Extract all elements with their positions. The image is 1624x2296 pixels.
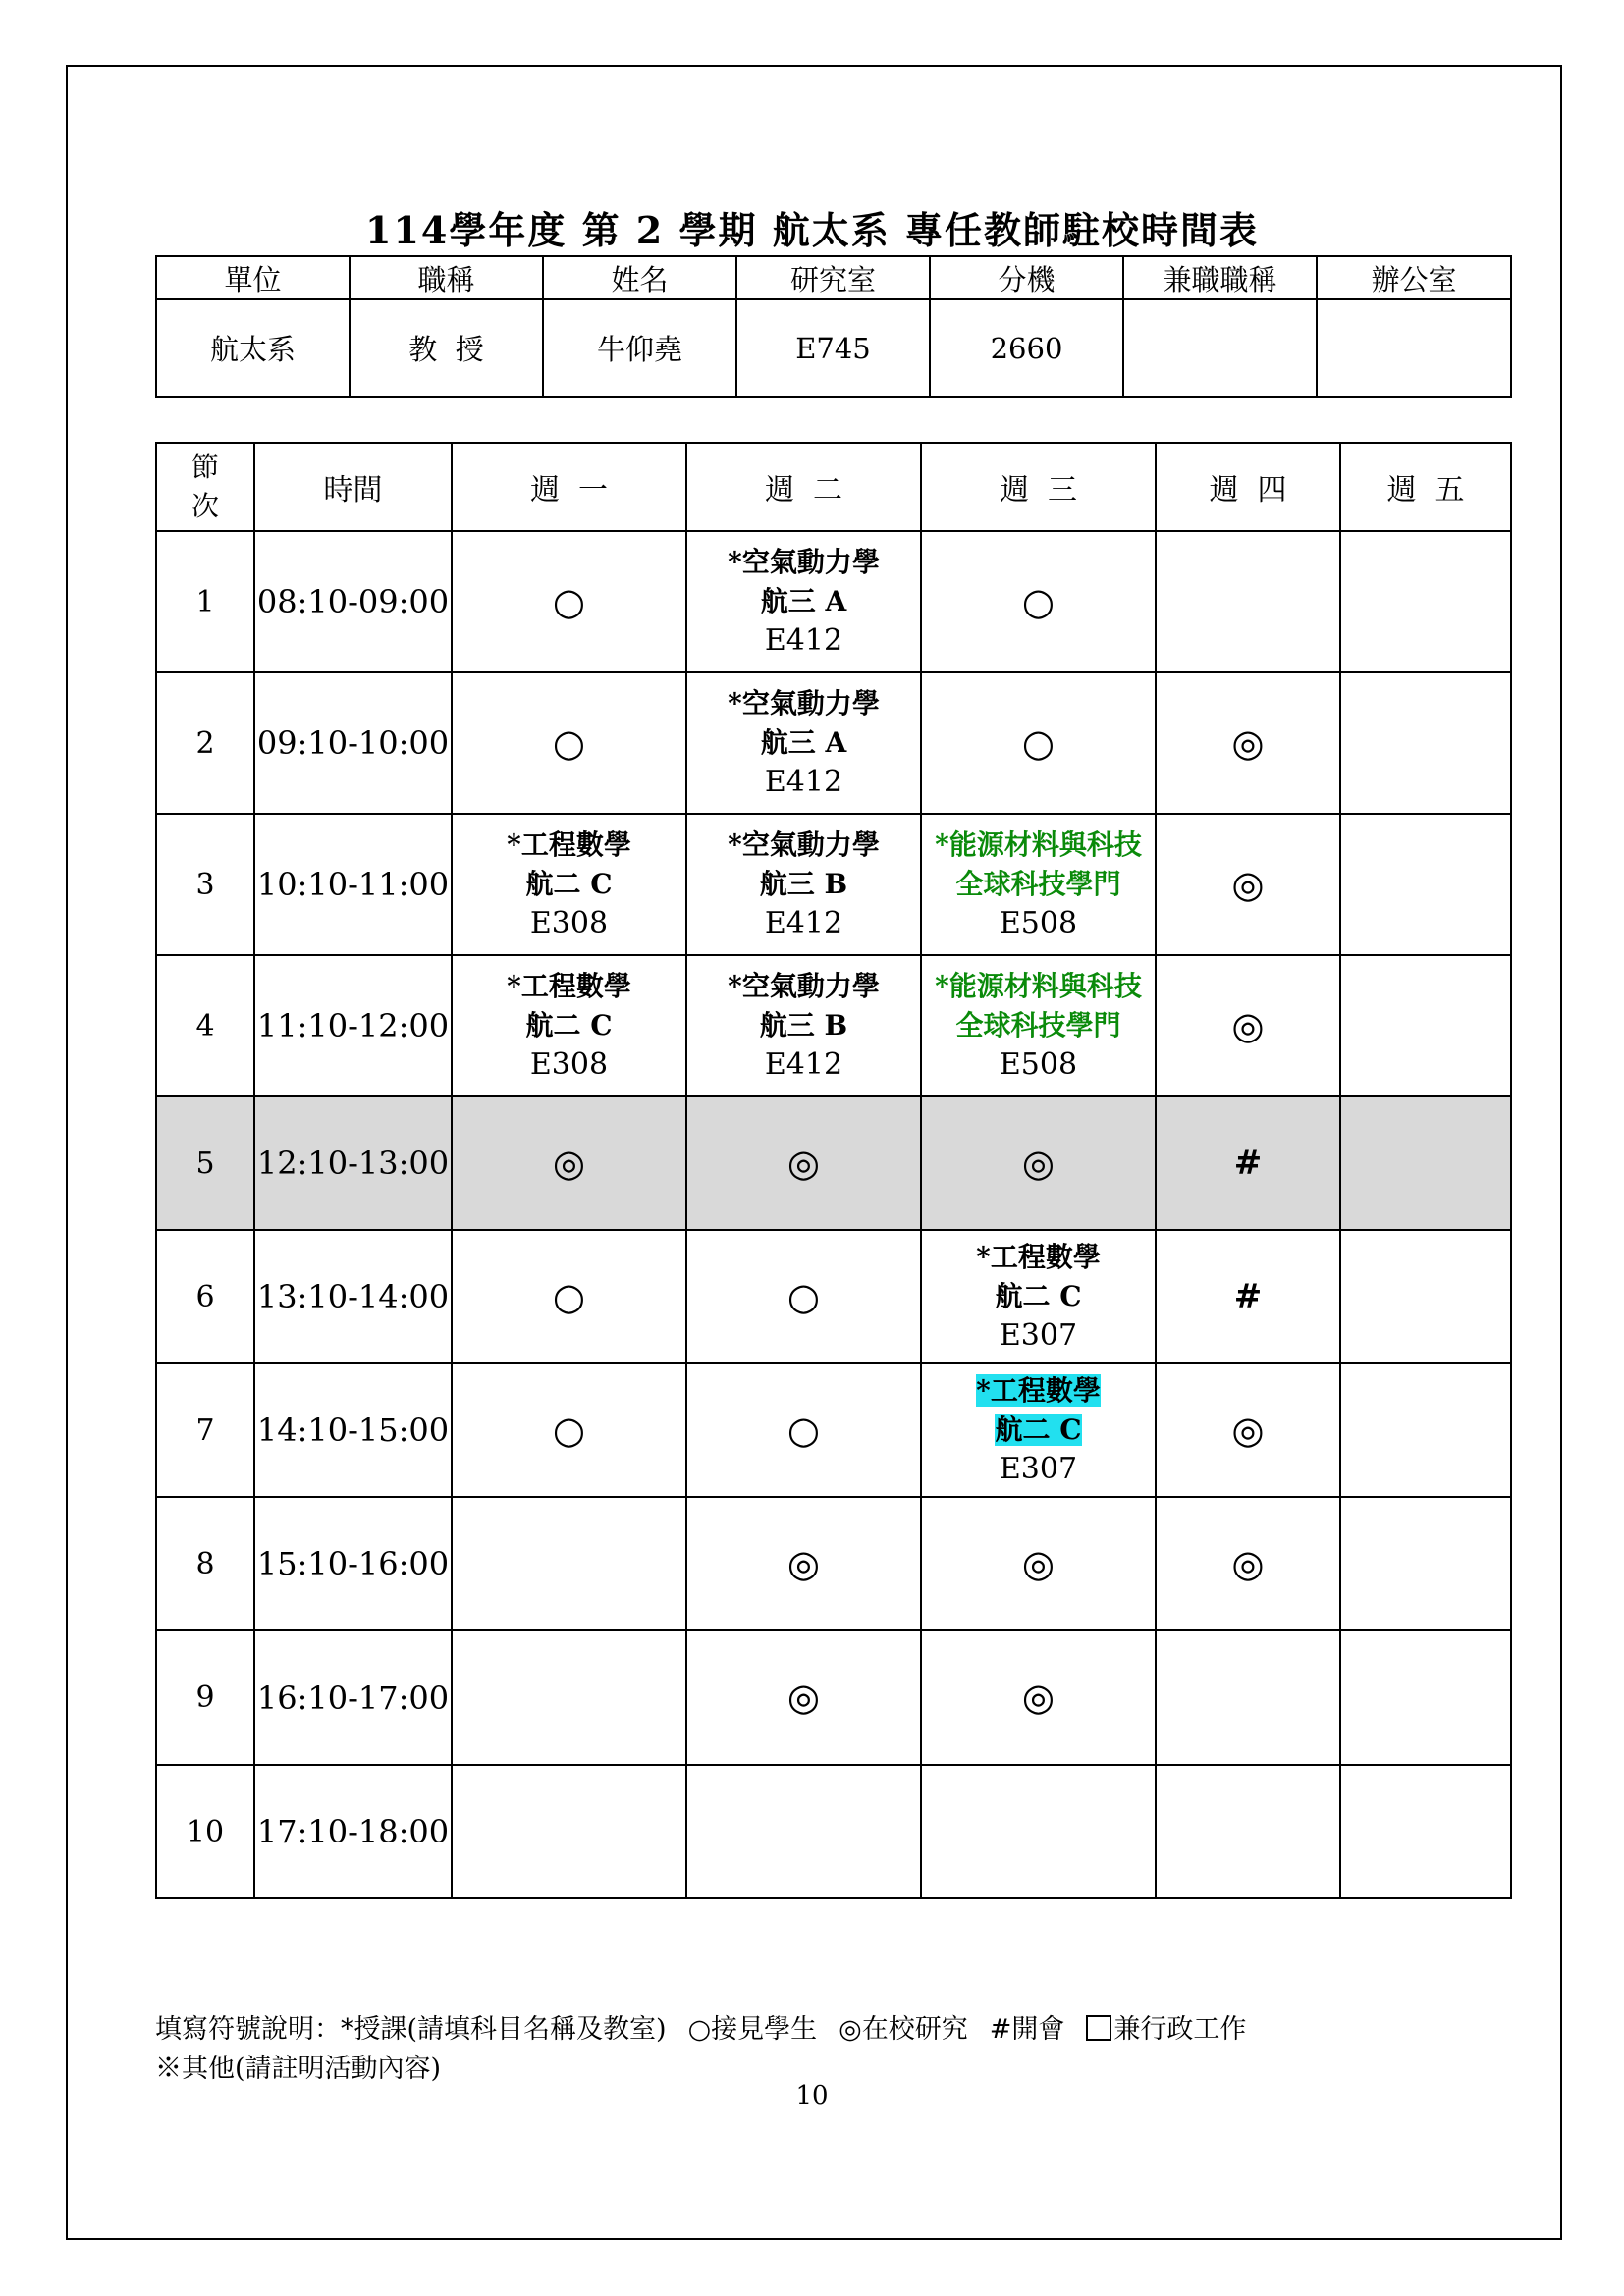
day-header-thu: 週 四 (1156, 443, 1340, 531)
double-circle-mark: ◎ (786, 1541, 821, 1585)
cell-mon-7 (452, 1363, 686, 1497)
hash-mark: # (1233, 1277, 1263, 1316)
course-class-highlighted: 航二 C (995, 1414, 1082, 1446)
course-entry (922, 1238, 1155, 1356)
info-concurrent-title-value (1123, 299, 1317, 397)
info-header-title: 職稱 (350, 256, 543, 299)
cell-mon-6 (452, 1230, 686, 1363)
period-number: 2 (156, 672, 254, 814)
double-circle-mark: ◎ (1231, 721, 1265, 765)
cell-tue-10 (686, 1765, 921, 1898)
cell-wed-10 (921, 1765, 1156, 1898)
cell-thu-10 (1156, 1765, 1340, 1898)
course-class: 航三 B (759, 1009, 848, 1041)
cell-fri-5 (1340, 1096, 1511, 1230)
page-title: 114學年度 第 2 學期 航太系 專任教師駐校時間表 (365, 208, 1259, 252)
time-slot: 12:10-13:00 (254, 1096, 452, 1230)
course-class: 航二 C (525, 868, 613, 900)
course-class: 航三 A (760, 585, 847, 617)
course-entry (687, 826, 920, 943)
legend-admin: 兼行政工作 (1113, 2014, 1247, 2045)
cell-tue-3 (686, 814, 921, 955)
double-circle-mark: ◎ (1021, 1541, 1056, 1585)
cell-wed-3 (921, 814, 1156, 955)
schedule-row-1 (156, 531, 1511, 672)
course-room: E508 (999, 906, 1078, 940)
time-slot: 14:10-15:00 (254, 1363, 452, 1497)
course-name: *工程數學 (507, 970, 631, 1002)
cell-wed-4 (921, 955, 1156, 1096)
info-office-value (1317, 299, 1511, 397)
course-room: E307 (999, 1318, 1078, 1353)
info-header-name: 姓名 (543, 256, 736, 299)
schedule-row-9 (156, 1630, 1511, 1765)
course-entry (453, 967, 685, 1085)
course-name: *能源材料與科技 (935, 828, 1142, 861)
info-lab-value: E745 (736, 299, 930, 397)
schedule-row-6 (156, 1230, 1511, 1363)
checkbox-icon (1086, 2015, 1111, 2041)
info-name-value: 牛仰堯 (543, 299, 736, 397)
course-name: *空氣動力學 (728, 687, 880, 720)
schedule-header-row (156, 443, 1511, 531)
course-class: 航二 C (995, 1280, 1082, 1312)
day-header-wed: 週 三 (921, 443, 1156, 531)
course-name: *空氣動力學 (728, 970, 880, 1002)
schedule-table (155, 442, 1512, 1899)
course-class: 全球科技學門 (955, 1009, 1121, 1041)
period-number: 7 (156, 1363, 254, 1497)
period-number: 4 (156, 955, 254, 1096)
period-number: 1 (156, 531, 254, 672)
cell-tue-2 (686, 672, 921, 814)
time-slot: 10:10-11:00 (254, 814, 452, 955)
legend-receive-students: ○接見學生 (687, 2014, 818, 2045)
course-class: 全球科技學門 (955, 868, 1121, 900)
legend-line-1 (155, 2010, 1246, 2050)
course-name: *工程數學 (507, 828, 631, 861)
double-circle-mark: ◎ (1231, 1541, 1265, 1585)
course-class: 航三 A (760, 726, 847, 759)
schedule-row-3 (156, 814, 1511, 955)
period-header: 節次 (156, 443, 254, 531)
cell-wed-6 (921, 1230, 1156, 1363)
info-value-row (156, 299, 1511, 397)
info-header-unit: 單位 (156, 256, 350, 299)
time-slot: 17:10-18:00 (254, 1765, 452, 1898)
page-number: 10 (795, 2081, 829, 2110)
cell-fri-1 (1340, 531, 1511, 672)
info-header-extension: 分機 (930, 256, 1123, 299)
schedule-row-5 (156, 1096, 1511, 1230)
course-room: E412 (764, 906, 843, 940)
course-room: E412 (764, 623, 843, 658)
cell-thu-4 (1156, 955, 1340, 1096)
cell-fri-7 (1340, 1363, 1511, 1497)
course-name: *空氣動力學 (728, 828, 880, 861)
time-slot: 08:10-09:00 (254, 531, 452, 672)
course-class: 航三 B (759, 868, 848, 900)
cell-wed-7 (921, 1363, 1156, 1497)
double-circle-mark: ◎ (1021, 1141, 1056, 1185)
period-number: 8 (156, 1497, 254, 1630)
legend-meeting: #開會 (989, 2014, 1065, 2045)
teacher-info-table (155, 255, 1512, 398)
schedule-row-2 (156, 672, 1511, 814)
course-entry (687, 543, 920, 661)
course-room: E308 (529, 906, 609, 940)
info-header-office: 辦公室 (1317, 256, 1511, 299)
double-circle-mark: ◎ (1231, 862, 1265, 906)
time-slot: 16:10-17:00 (254, 1630, 452, 1765)
hash-mark: # (1233, 1144, 1263, 1183)
course-entry (922, 1371, 1155, 1489)
cell-wed-9 (921, 1630, 1156, 1765)
cell-thu-3 (1156, 814, 1340, 955)
cell-mon-1 (452, 531, 686, 672)
circle-mark: ○ (552, 721, 586, 765)
schedule-row-8 (156, 1497, 1511, 1630)
day-header-fri: 週 五 (1340, 443, 1511, 531)
double-circle-mark: ◎ (1021, 1676, 1056, 1719)
info-title-value: 教 授 (350, 299, 543, 397)
cell-fri-8 (1340, 1497, 1511, 1630)
period-number: 3 (156, 814, 254, 955)
cell-thu-8 (1156, 1497, 1340, 1630)
cell-wed-2 (921, 672, 1156, 814)
period-number: 9 (156, 1630, 254, 1765)
time-slot: 09:10-10:00 (254, 672, 452, 814)
circle-mark: ○ (552, 579, 586, 623)
course-entry (453, 826, 685, 943)
cell-mon-9 (452, 1630, 686, 1765)
time-slot: 15:10-16:00 (254, 1497, 452, 1630)
double-circle-mark: ◎ (1231, 1003, 1265, 1047)
legend-teaching: 填寫符號說明：*授課(請填科目名稱及教室) (155, 2014, 667, 2045)
circle-mark: ○ (1021, 721, 1056, 765)
cell-fri-4 (1340, 955, 1511, 1096)
info-extension-value: 2660 (930, 299, 1123, 397)
cell-mon-3 (452, 814, 686, 955)
cell-mon-2 (452, 672, 686, 814)
day-header-tue: 週 二 (686, 443, 921, 531)
course-name: *空氣動力學 (728, 546, 880, 578)
cell-tue-6 (686, 1230, 921, 1363)
cell-wed-5 (921, 1096, 1156, 1230)
course-class: 航二 C (525, 1009, 613, 1041)
cell-thu-5 (1156, 1096, 1340, 1230)
time-slot: 11:10-12:00 (254, 955, 452, 1096)
cell-wed-8 (921, 1497, 1156, 1630)
course-entry (687, 684, 920, 802)
legend-line-2: ※其他(請註明活動內容) (155, 2054, 442, 2084)
cell-thu-6 (1156, 1230, 1340, 1363)
course-name: *能源材料與科技 (935, 970, 1142, 1002)
cell-tue-5 (686, 1096, 921, 1230)
cell-thu-2 (1156, 672, 1340, 814)
cell-fri-3 (1340, 814, 1511, 955)
cell-mon-10 (452, 1765, 686, 1898)
course-entry (922, 967, 1155, 1085)
course-room: E412 (764, 765, 843, 799)
cell-wed-1 (921, 531, 1156, 672)
cell-fri-9 (1340, 1630, 1511, 1765)
day-header-mon: 週 一 (452, 443, 686, 531)
double-circle-mark: ◎ (786, 1676, 821, 1719)
cell-tue-9 (686, 1630, 921, 1765)
double-circle-mark: ◎ (1231, 1408, 1265, 1452)
cell-fri-6 (1340, 1230, 1511, 1363)
info-header-lab: 研究室 (736, 256, 930, 299)
cell-tue-7 (686, 1363, 921, 1497)
period-number: 6 (156, 1230, 254, 1363)
course-entry (922, 826, 1155, 943)
cell-tue-1 (686, 531, 921, 672)
cell-thu-7 (1156, 1363, 1340, 1497)
schedule-row-4 (156, 955, 1511, 1096)
cell-tue-8 (686, 1497, 921, 1630)
course-room: E307 (999, 1452, 1078, 1486)
cell-fri-2 (1340, 672, 1511, 814)
info-header-concurrent-title: 兼職職稱 (1123, 256, 1317, 299)
circle-mark: ○ (1021, 579, 1056, 623)
cell-mon-5 (452, 1096, 686, 1230)
cell-mon-4 (452, 955, 686, 1096)
time-header: 時間 (254, 443, 452, 531)
double-circle-mark: ◎ (786, 1141, 821, 1185)
info-header-row (156, 256, 1511, 299)
cell-mon-8 (452, 1497, 686, 1630)
period-number: 10 (156, 1765, 254, 1898)
circle-mark: ○ (786, 1274, 821, 1318)
circle-mark: ○ (786, 1408, 821, 1452)
course-room: E412 (764, 1047, 843, 1082)
symbol-legend (155, 2010, 1246, 2089)
schedule-row-10 (156, 1765, 1511, 1898)
course-room: E308 (529, 1047, 609, 1082)
course-name-highlighted: *工程數學 (976, 1374, 1101, 1407)
cell-tue-4 (686, 955, 921, 1096)
course-room: E508 (999, 1047, 1078, 1082)
circle-mark: ○ (552, 1274, 586, 1318)
course-name: *工程數學 (976, 1241, 1101, 1273)
circle-mark: ○ (552, 1408, 586, 1452)
cell-thu-1 (1156, 531, 1340, 672)
legend-research: ◎在校研究 (839, 2014, 968, 2045)
cell-fri-10 (1340, 1765, 1511, 1898)
double-circle-mark: ◎ (552, 1141, 586, 1185)
time-slot: 13:10-14:00 (254, 1230, 452, 1363)
info-unit-value: 航太系 (156, 299, 350, 397)
period-number: 5 (156, 1096, 254, 1230)
course-entry (687, 967, 920, 1085)
schedule-row-7 (156, 1363, 1511, 1497)
cell-thu-9 (1156, 1630, 1340, 1765)
